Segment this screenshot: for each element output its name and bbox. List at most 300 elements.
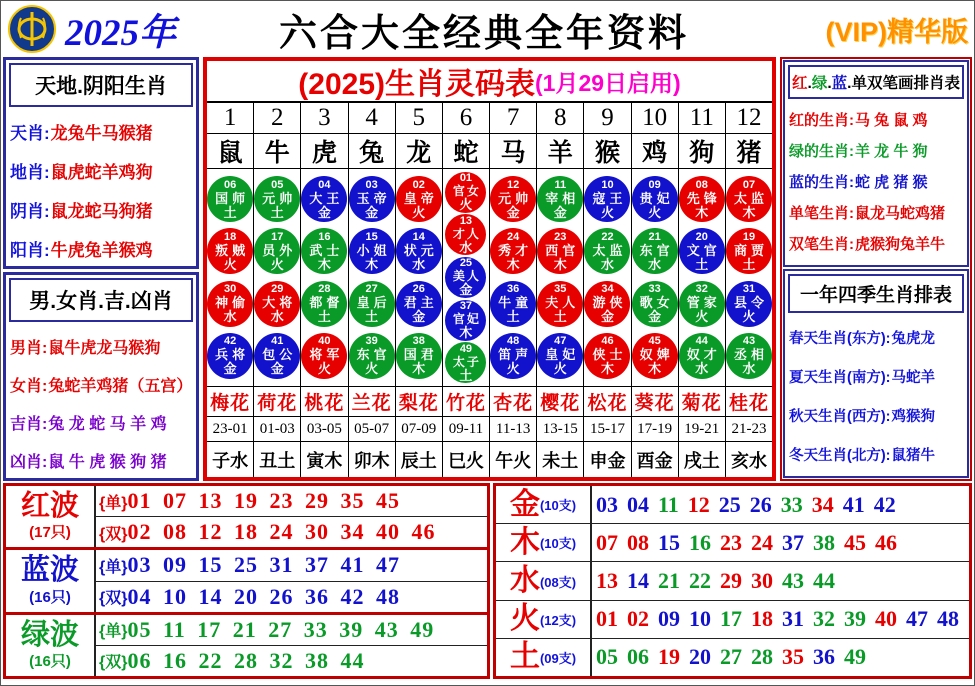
odd-even-label: {单} bbox=[99, 494, 128, 512]
lottery-number: 20 bbox=[689, 644, 711, 670]
number-ball bbox=[254, 176, 300, 222]
flower-name: 竹花 bbox=[443, 387, 489, 417]
ball-number: 38 bbox=[412, 335, 425, 348]
number-ball bbox=[490, 281, 536, 327]
earthly-branch: 亥水 bbox=[730, 450, 767, 471]
ball-title: 笛声 bbox=[498, 347, 533, 363]
ball-title: 侠士 bbox=[592, 347, 627, 363]
number-ball bbox=[445, 257, 486, 298]
ball-title: 皇帝 bbox=[403, 190, 438, 206]
ball-number: 42 bbox=[223, 335, 237, 348]
row-value: 鸡猴狗 bbox=[891, 409, 935, 425]
ball-title: 歌女 bbox=[639, 295, 674, 311]
row-label: 蓝的生肖: bbox=[789, 174, 854, 191]
ball-element: 金 bbox=[317, 204, 331, 220]
ball-number: 06 bbox=[223, 178, 237, 191]
ball-element: 土 bbox=[695, 256, 709, 272]
ball-title: 寇王 bbox=[592, 190, 627, 206]
lottery-number: 27 bbox=[720, 644, 742, 670]
ball-element: 木 bbox=[459, 325, 473, 341]
ball-element: 金 bbox=[459, 282, 473, 298]
lottery-number: 38 bbox=[813, 529, 835, 555]
element-count: (09支) bbox=[539, 650, 577, 666]
circle-stack bbox=[443, 169, 489, 387]
list-item bbox=[10, 190, 192, 229]
number-ball bbox=[301, 176, 347, 222]
element-numbers bbox=[592, 530, 969, 556]
number-ball bbox=[349, 228, 395, 274]
earthly-branch: 戌土 bbox=[683, 450, 720, 471]
ball-title: 太子 bbox=[452, 354, 481, 369]
row-value: 马 兔 鼠 鸡 bbox=[855, 112, 928, 129]
wave-rows bbox=[96, 550, 487, 611]
ball-element: 水 bbox=[412, 256, 426, 272]
panel-rows bbox=[6, 110, 196, 270]
row-label: 双笔生肖: bbox=[789, 236, 854, 253]
time-range: 17-19 bbox=[632, 417, 678, 442]
ball-element: 木 bbox=[506, 256, 520, 272]
ball-element: 水 bbox=[600, 256, 614, 272]
ball-element: 土 bbox=[553, 309, 567, 325]
ball-element: 火 bbox=[648, 204, 662, 220]
zodiac-name: 龙 bbox=[396, 134, 442, 169]
ball-title: 太监 bbox=[592, 242, 627, 258]
ball-element: 木 bbox=[365, 256, 379, 272]
ball-title: 县令 bbox=[733, 295, 768, 311]
lottery-number: 30 bbox=[751, 568, 773, 593]
ball-number: 25 bbox=[459, 257, 473, 270]
number-ball bbox=[254, 281, 300, 327]
number-ball bbox=[726, 333, 772, 379]
number-ball bbox=[349, 176, 395, 222]
column-number: 12 bbox=[726, 103, 772, 134]
ball-number: 14 bbox=[412, 230, 425, 243]
ball-number: 44 bbox=[695, 335, 708, 348]
row-value: 羊 龙 牛 狗 bbox=[855, 143, 928, 160]
number-ball bbox=[632, 281, 678, 327]
row-value: 蛇 虎 猪 猴 bbox=[855, 174, 928, 191]
element-numbers-panel bbox=[493, 483, 972, 679]
column-number: 7 bbox=[490, 103, 536, 134]
lottery-number: 45 bbox=[844, 529, 866, 555]
ball-number: 41 bbox=[271, 335, 284, 348]
panel-tiandi-yinyang bbox=[3, 57, 199, 269]
list-item bbox=[789, 396, 963, 435]
ball-title: 武士 bbox=[309, 242, 344, 258]
ball-number: 05 bbox=[271, 178, 284, 191]
lottery-number: 14 bbox=[627, 568, 649, 593]
ball-title: 皇妃 bbox=[545, 347, 580, 363]
title-part: . bbox=[827, 75, 832, 92]
row-value: 马蛇羊 bbox=[891, 370, 935, 386]
number-ball bbox=[679, 281, 725, 327]
lottery-number: 47 bbox=[906, 606, 928, 632]
ball-element: 水 bbox=[648, 256, 662, 272]
element-count: (10支) bbox=[539, 498, 577, 514]
number-ball bbox=[301, 281, 347, 327]
zodiac-name: 蛇 bbox=[443, 134, 489, 169]
number-ball bbox=[584, 333, 630, 379]
wave-rows bbox=[96, 615, 487, 676]
element-numbers bbox=[592, 644, 969, 670]
lottery-number: 13 bbox=[596, 568, 618, 593]
earthly-branch: 午火 bbox=[495, 450, 532, 471]
ball-element: 木 bbox=[600, 361, 614, 377]
zodiac-name: 狗 bbox=[679, 134, 725, 169]
ball-element: 金 bbox=[365, 204, 379, 220]
ball-number: 49 bbox=[459, 342, 473, 355]
number-ball bbox=[396, 281, 442, 327]
earthly-branch: 子水 bbox=[212, 450, 249, 471]
time-range: 01-03 bbox=[254, 417, 300, 442]
ball-number: 33 bbox=[648, 283, 661, 296]
panel-title: 天地.阴阳生肖 bbox=[9, 63, 193, 107]
panel-nannv-jixiong bbox=[3, 272, 199, 481]
ball-element: 火 bbox=[365, 361, 379, 377]
wave-group bbox=[6, 486, 487, 550]
lottery-number: 35 bbox=[782, 644, 804, 670]
element-numbers bbox=[592, 568, 969, 594]
earthly-branch: 辰土 bbox=[400, 450, 437, 471]
circle-stack bbox=[349, 169, 395, 387]
ball-number: 45 bbox=[648, 335, 661, 348]
wave-row bbox=[96, 486, 487, 517]
number-ball bbox=[349, 281, 395, 327]
ball-number: 15 bbox=[365, 230, 378, 243]
ball-title: 夫人 bbox=[545, 295, 580, 311]
ball-element: 木 bbox=[742, 204, 756, 220]
lottery-number: 02 bbox=[627, 606, 649, 632]
lottery-number: 09 bbox=[658, 606, 680, 632]
ball-number: 02 bbox=[412, 178, 425, 191]
row-label: 女肖: bbox=[10, 377, 48, 395]
ball-number: 21 bbox=[648, 230, 661, 243]
zodiac-column bbox=[443, 103, 490, 477]
ball-title: 状元 bbox=[403, 242, 438, 258]
ball-element: 金 bbox=[553, 204, 567, 220]
ball-title: 大将 bbox=[262, 295, 297, 311]
ball-element: 火 bbox=[506, 361, 520, 377]
row-label: 夏天生肖(南方): bbox=[789, 370, 891, 386]
ball-number: 19 bbox=[742, 230, 756, 243]
number-ball bbox=[537, 333, 583, 379]
number-ball bbox=[726, 176, 772, 222]
ball-element: 水 bbox=[459, 239, 473, 255]
time-range: 19-21 bbox=[679, 417, 725, 442]
year-label: 2025年 bbox=[65, 13, 176, 54]
element-count: (12支) bbox=[539, 612, 577, 628]
earthly-branch: 巳火 bbox=[447, 450, 484, 471]
earthly-branch: 申金 bbox=[589, 450, 626, 471]
circle-stack bbox=[584, 169, 630, 387]
list-item bbox=[10, 327, 192, 365]
number-ball bbox=[445, 300, 486, 341]
panel-rows bbox=[785, 102, 967, 261]
ball-element: 火 bbox=[695, 309, 709, 325]
element-name-cell bbox=[496, 639, 592, 676]
circle-stack bbox=[632, 169, 678, 387]
lottery-number: 25 bbox=[718, 491, 741, 517]
header bbox=[1, 1, 974, 57]
circle-stack bbox=[726, 169, 772, 387]
ball-title: 奴婢 bbox=[639, 347, 674, 363]
ball-number: 40 bbox=[318, 335, 331, 348]
row-label: 阳肖: bbox=[10, 241, 50, 260]
row-value: 牛虎兔羊猴鸡 bbox=[50, 241, 153, 260]
ball-element: 木 bbox=[317, 256, 331, 272]
element-row bbox=[496, 562, 969, 600]
ball-number: 16 bbox=[318, 230, 331, 243]
ball-element: 木 bbox=[695, 204, 709, 220]
time-range: 09-11 bbox=[443, 417, 489, 442]
table-title-main: (2025)生肖灵码表 bbox=[298, 68, 535, 101]
row-value: 鼠龙马蛇鸡猪 bbox=[855, 205, 946, 222]
ball-element: 火 bbox=[412, 204, 426, 220]
ball-number: 01 bbox=[459, 172, 473, 185]
ball-title: 神偷 bbox=[215, 295, 250, 311]
time-range: 07-09 bbox=[396, 417, 442, 442]
column-number: 9 bbox=[584, 103, 630, 134]
number-ball bbox=[632, 333, 678, 379]
title-part: 单双笔画排肖表 bbox=[851, 75, 960, 92]
column-number: 11 bbox=[679, 103, 725, 134]
circle-stack bbox=[207, 169, 253, 387]
ball-element: 土 bbox=[459, 367, 473, 383]
ball-number: 12 bbox=[506, 178, 520, 191]
lottery-number: 23 bbox=[720, 529, 742, 555]
panel-title bbox=[788, 65, 964, 99]
wave-row bbox=[96, 517, 487, 547]
list-item bbox=[10, 441, 192, 479]
time-range: 21-23 bbox=[726, 417, 772, 442]
odd-even-label: {双} bbox=[99, 654, 128, 672]
ball-element: 火 bbox=[223, 256, 237, 272]
flower-name: 梅花 bbox=[207, 387, 253, 417]
lottery-number: 49 bbox=[844, 644, 866, 670]
element-char: 土 bbox=[509, 640, 540, 674]
list-item bbox=[10, 151, 192, 190]
ball-title: 文官 bbox=[686, 242, 721, 258]
element-char: 木 bbox=[509, 525, 540, 559]
row-label: 男肖: bbox=[10, 339, 48, 357]
element-count: (08支) bbox=[539, 574, 577, 590]
lottery-number: 17 bbox=[720, 606, 742, 632]
wave-count: (16只) bbox=[29, 588, 71, 606]
number-ball bbox=[301, 333, 347, 379]
row-label: 天肖: bbox=[10, 124, 50, 143]
wave-name-text: 蓝波 bbox=[20, 554, 79, 587]
element-char: 火 bbox=[509, 602, 540, 636]
table-title bbox=[207, 61, 772, 103]
title-part: 蓝 bbox=[831, 75, 848, 92]
ball-element: 火 bbox=[270, 256, 284, 272]
ball-title: 玉帝 bbox=[356, 190, 391, 206]
ball-number: 48 bbox=[506, 335, 520, 348]
lottery-number: 03 bbox=[596, 491, 618, 517]
lottery-number: 05 bbox=[596, 644, 618, 670]
circle-stack bbox=[254, 169, 300, 387]
ball-title: 大王 bbox=[309, 190, 344, 206]
wave-name-text: 绿波 bbox=[20, 618, 79, 651]
panel-title: 一年四季生肖排表 bbox=[788, 274, 964, 313]
zodiac-name: 虎 bbox=[301, 134, 347, 169]
number-ball bbox=[396, 228, 442, 274]
ball-element: 火 bbox=[459, 197, 473, 213]
lottery-number: 10 bbox=[689, 606, 711, 632]
zodiac-name: 马 bbox=[490, 134, 536, 169]
zodiac-column bbox=[632, 103, 679, 477]
ball-title: 东官 bbox=[639, 242, 674, 258]
lottery-number: 42 bbox=[873, 491, 896, 517]
column-number: 1 bbox=[207, 103, 253, 134]
ball-title: 元帅 bbox=[262, 190, 297, 206]
zodiac-column bbox=[490, 103, 537, 477]
row-label: 冬天生肖(北方): bbox=[789, 448, 891, 464]
row-label: 秋天生肖(西方): bbox=[789, 409, 891, 425]
number-ball bbox=[349, 333, 395, 379]
ball-element: 木 bbox=[412, 361, 426, 377]
lottery-number: 44 bbox=[813, 568, 835, 593]
flower-name: 杏花 bbox=[490, 387, 536, 417]
number-ball bbox=[537, 176, 583, 222]
ball-number: 47 bbox=[554, 335, 567, 348]
list-item bbox=[789, 135, 963, 166]
wave-numbers: 01 07 13 19 23 29 35 45 bbox=[127, 488, 400, 514]
ball-number: 24 bbox=[506, 230, 520, 243]
zodiac-column bbox=[679, 103, 726, 477]
number-ball bbox=[490, 176, 536, 222]
lottery-number: 28 bbox=[751, 644, 773, 670]
zodiac-column bbox=[584, 103, 631, 477]
flower-name: 桃花 bbox=[301, 387, 347, 417]
number-ball bbox=[207, 176, 253, 222]
ball-title: 东官 bbox=[356, 347, 391, 363]
panel-rows bbox=[6, 325, 196, 481]
list-item bbox=[789, 318, 963, 357]
flower-name: 荷花 bbox=[254, 387, 300, 417]
row-label: 绿的生肖: bbox=[789, 143, 854, 160]
ball-title: 官女 bbox=[452, 184, 481, 199]
flower-name: 梨花 bbox=[396, 387, 442, 417]
flower-name: 兰花 bbox=[349, 387, 395, 417]
element-name-cell bbox=[496, 486, 592, 523]
row-label: 春天生肖(东方): bbox=[789, 331, 891, 347]
element-name-cell bbox=[496, 562, 592, 599]
ball-number: 30 bbox=[223, 283, 237, 296]
ball-element: 木 bbox=[648, 361, 662, 377]
column-number: 3 bbox=[301, 103, 347, 134]
earthly-branch: 寅木 bbox=[306, 450, 343, 471]
row-value: 龙兔牛马猴猪 bbox=[50, 124, 153, 143]
ball-element: 金 bbox=[270, 361, 284, 377]
row-value: 鼠龙蛇马狗猪 bbox=[50, 202, 153, 221]
ball-number: 18 bbox=[223, 230, 237, 243]
ball-number: 23 bbox=[554, 230, 567, 243]
flower-name: 松花 bbox=[584, 387, 630, 417]
ball-number: 27 bbox=[365, 283, 378, 296]
lottery-number: 48 bbox=[937, 606, 959, 632]
element-char: 金 bbox=[509, 487, 540, 521]
earthly-branch: 酉金 bbox=[636, 450, 673, 471]
lottery-number: 36 bbox=[813, 644, 835, 670]
ball-title: 君主 bbox=[403, 295, 438, 311]
number-ball bbox=[301, 228, 347, 274]
ball-title: 宰相 bbox=[545, 190, 580, 206]
wave-group bbox=[6, 615, 487, 676]
ball-title: 商贾 bbox=[733, 242, 768, 258]
number-ball bbox=[445, 342, 486, 383]
ball-number: 11 bbox=[554, 178, 567, 191]
earthly-branch: 卯木 bbox=[353, 450, 390, 471]
number-ball bbox=[490, 333, 536, 379]
row-label: 红的生肖: bbox=[789, 112, 854, 129]
table-title-sub: (1月29日启用) bbox=[535, 69, 681, 96]
circle-stack bbox=[679, 169, 725, 387]
earthly-branch: 丑土 bbox=[259, 450, 296, 471]
lottery-number: 11 bbox=[658, 491, 679, 517]
vip-badge: (VIP)精华版 bbox=[825, 16, 968, 47]
wave-numbers-panel bbox=[3, 483, 490, 679]
element-numbers bbox=[592, 606, 969, 632]
lottery-number: 04 bbox=[627, 491, 649, 517]
wave-numbers: 06 16 22 28 32 38 44 bbox=[127, 647, 365, 673]
ball-number: 43 bbox=[742, 335, 756, 348]
ball-title: 才人 bbox=[452, 226, 481, 241]
ball-title: 元帅 bbox=[498, 190, 533, 206]
title-part: . bbox=[807, 75, 812, 92]
row-label: 凶肖: bbox=[10, 453, 48, 471]
ball-title: 先锋 bbox=[686, 190, 721, 206]
number-ball bbox=[584, 281, 630, 327]
ball-number: 37 bbox=[459, 300, 473, 313]
number-ball bbox=[254, 228, 300, 274]
element-row bbox=[496, 524, 969, 562]
wave-name-cell bbox=[6, 486, 96, 547]
list-item bbox=[789, 357, 963, 396]
ball-number: 39 bbox=[365, 335, 378, 348]
wave-name-cell bbox=[6, 615, 96, 676]
zodiac-code-table bbox=[203, 57, 776, 481]
number-ball bbox=[537, 281, 583, 327]
column-number: 10 bbox=[632, 103, 678, 134]
lottery-number: 37 bbox=[782, 529, 804, 555]
ball-title: 将军 bbox=[309, 347, 344, 363]
row-label: 地肖: bbox=[10, 163, 50, 182]
ball-number: 10 bbox=[601, 178, 614, 191]
ball-element: 水 bbox=[223, 309, 237, 325]
wave-count: (17只) bbox=[29, 524, 71, 542]
zodiac-name: 兔 bbox=[349, 134, 395, 169]
ball-element: 金 bbox=[506, 204, 520, 220]
zodiac-name: 牛 bbox=[254, 134, 300, 169]
number-ball bbox=[396, 176, 442, 222]
wave-numbers: 04 10 14 20 26 36 42 48 bbox=[127, 583, 400, 609]
ball-number: 03 bbox=[365, 178, 378, 191]
flower-name: 葵花 bbox=[632, 387, 678, 417]
right-sidebar bbox=[780, 57, 972, 481]
column-number: 8 bbox=[537, 103, 583, 134]
element-char: 水 bbox=[509, 564, 540, 597]
lottery-number: 26 bbox=[749, 491, 772, 517]
list-item bbox=[789, 228, 963, 259]
lottery-number: 39 bbox=[844, 606, 866, 632]
ball-number: 04 bbox=[318, 178, 331, 191]
lottery-number: 01 bbox=[596, 606, 618, 632]
column-number: 5 bbox=[396, 103, 442, 134]
lottery-number: 07 bbox=[596, 529, 618, 555]
number-ball bbox=[207, 281, 253, 327]
wave-name-text: 红波 bbox=[20, 489, 79, 522]
